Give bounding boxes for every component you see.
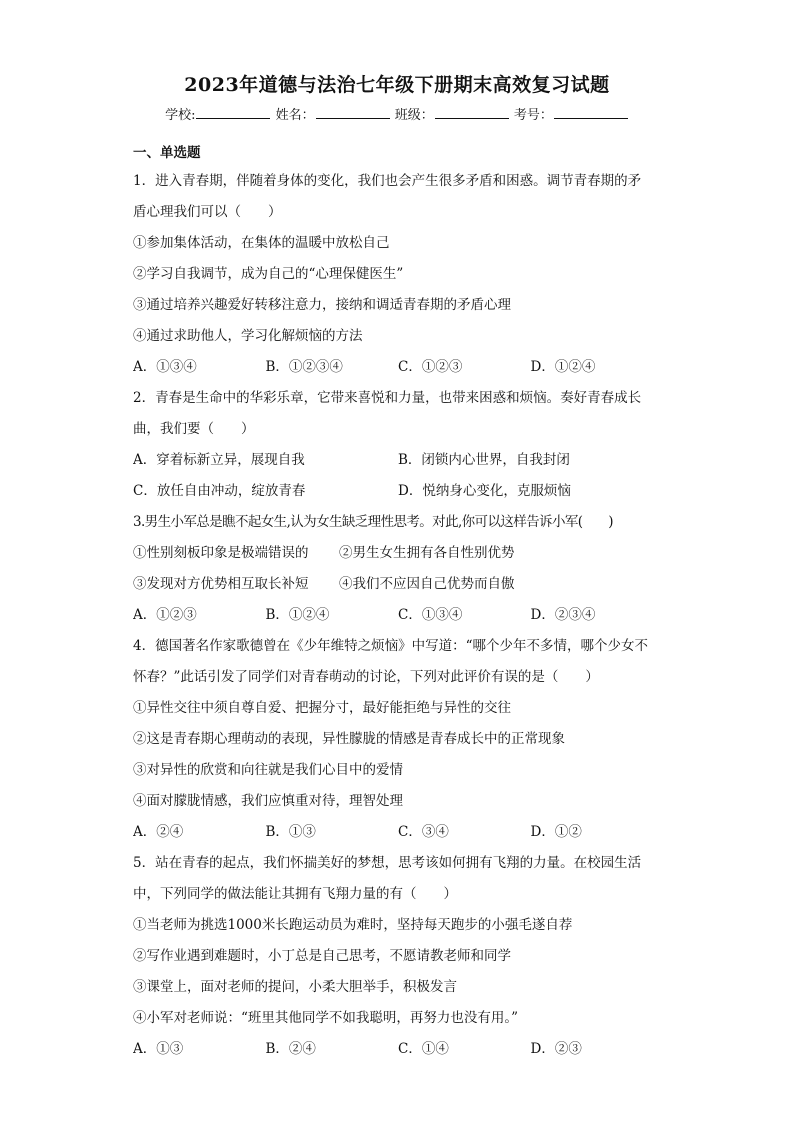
name-blank[interactable] — [316, 106, 390, 119]
answer-options — [133, 600, 663, 631]
question-stem: 1．进入青春期，伴随着身体的变化，我们也会产生很多矛盾和困惑。调节青春期的矛 — [133, 173, 642, 189]
question-item: ②男生女生拥有各自性别优势 — [339, 545, 515, 561]
question-item: ③对异性的欣赏和向往就是我们心目中的爱情 — [133, 762, 403, 778]
answer-options — [133, 476, 663, 507]
exam-title: 2023年道德与法治七年级下册期末高效复习试题 — [184, 74, 610, 96]
student-info-line — [0, 104, 794, 123]
option-c[interactable]: C．放任自由冲动，绽放青春 — [133, 483, 306, 499]
question-item: ①参加集体活动，在集体的温暖中放松自己 — [133, 235, 390, 251]
option-a[interactable]: A．穿着标新立异，展现自我 — [133, 452, 305, 468]
school-label: 学校: — [165, 108, 196, 123]
option-b[interactable]: B．①②④ — [265, 607, 330, 623]
answer-options — [133, 1034, 663, 1065]
number-label: 考号： — [513, 108, 553, 123]
exam-content — [133, 140, 663, 1065]
answer-options — [133, 445, 663, 476]
option-b[interactable]: B．①②③④ — [265, 359, 343, 375]
question-item: ③通过培养兴趣爱好转移注意力，接纳和调适青春期的矛盾心理 — [133, 297, 511, 313]
question-stem: 3.男生小军总是瞧不起女生,认为女生缺乏理性思考。对此,你可以这样告诉小军( ) — [133, 514, 613, 530]
class-blank[interactable] — [435, 106, 509, 119]
question-item: ①性别刻板印象是极端错误的 — [133, 545, 309, 561]
option-c[interactable]: C．①②③ — [398, 359, 463, 375]
option-d[interactable]: D．②③④ — [530, 607, 596, 623]
question-stem: 5．站在青春的起点，我们怀揣美好的梦想，思考该如何拥有飞翔的力量。在校园生活 — [133, 855, 642, 871]
option-d[interactable]: D．②③ — [530, 1041, 582, 1057]
class-label: 班级： — [394, 108, 434, 123]
question-stem: 2．青春是生命中的华彩乐章，它带来喜悦和力量，也带来困惑和烦恼。奏好青春成长 — [133, 390, 642, 406]
option-a[interactable]: A．①②③ — [133, 607, 197, 623]
question-item: ③发现对方优势相互取长补短 — [133, 576, 309, 592]
question-1 — [133, 166, 663, 383]
question-item: ②这是青春期心理萌动的表现，异性朦胧的情感是青春成长中的正常现象 — [133, 731, 565, 747]
option-b[interactable]: B．闭锁内心世界，自我封闭 — [398, 452, 570, 468]
question-3 — [133, 507, 663, 631]
question-5 — [133, 848, 663, 1065]
question-item: ①异性交往中须自尊自爱、把握分寸，最好能拒绝与异性的交往 — [133, 700, 511, 716]
option-b[interactable]: B．①③ — [265, 824, 316, 840]
question-item: ④我们不应因自己优势而自傲 — [339, 576, 515, 592]
option-b[interactable]: B．②④ — [265, 1041, 316, 1057]
option-c[interactable]: C．①④ — [398, 1041, 449, 1057]
question-item: ④小军对老师说：“班里其他同学不如我聪明，再努力也没有用。” — [133, 1010, 519, 1026]
option-d[interactable]: D．①②④ — [530, 359, 596, 375]
option-c[interactable]: C．③④ — [398, 824, 449, 840]
answer-options — [133, 817, 663, 848]
question-2 — [133, 383, 663, 507]
section-heading: 一、单选题 — [133, 145, 201, 161]
question-4 — [133, 631, 663, 848]
question-item: ②学习自我调节，成为自己的“心理保健医生” — [133, 266, 404, 282]
option-a[interactable]: A．②④ — [133, 824, 184, 840]
answer-options — [133, 352, 663, 383]
option-d[interactable]: D．①② — [530, 824, 582, 840]
question-item: ②写作业遇到难题时，小丁总是自己思考，不愿请教老师和同学 — [133, 948, 511, 964]
question-stem: 怀春？”此话引发了同学们对青春萌动的讨论，下列对此评价有误的是（ ） — [133, 669, 599, 685]
number-blank[interactable] — [554, 106, 628, 119]
question-stem: 盾心理我们可以（ ） — [133, 204, 282, 220]
question-item: ④面对朦胧情感，我们应慎重对待，理智处理 — [133, 793, 403, 809]
question-item: ④通过求助他人，学习化解烦恼的方法 — [133, 328, 363, 344]
option-a[interactable]: A．①③④ — [133, 359, 197, 375]
question-stem: 中，下列同学的做法能让其拥有飞翔力量的有（ ） — [133, 886, 457, 902]
question-item-pair — [133, 538, 663, 569]
option-c[interactable]: C．①③④ — [398, 607, 463, 623]
question-item: ③课堂上，面对老师的提问，小柔大胆举手，积极发言 — [133, 979, 457, 995]
option-a[interactable]: A．①③ — [133, 1041, 184, 1057]
school-blank[interactable] — [196, 106, 270, 119]
question-stem: 曲，我们要（ ） — [133, 421, 255, 437]
name-label: 姓名： — [275, 108, 315, 123]
question-item-pair — [133, 569, 663, 600]
question-item: ①当老师为挑选1000米长跑运动员为难时，坚持每天跑步的小强毛遂自荐 — [133, 917, 573, 933]
option-d[interactable]: D．悦纳身心变化，克服烦恼 — [398, 483, 571, 499]
question-stem: 4．德国著名作家歌德曾在《少年维特之烦恼》中写道：“哪个少年不多情，哪个少女不 — [133, 638, 648, 654]
